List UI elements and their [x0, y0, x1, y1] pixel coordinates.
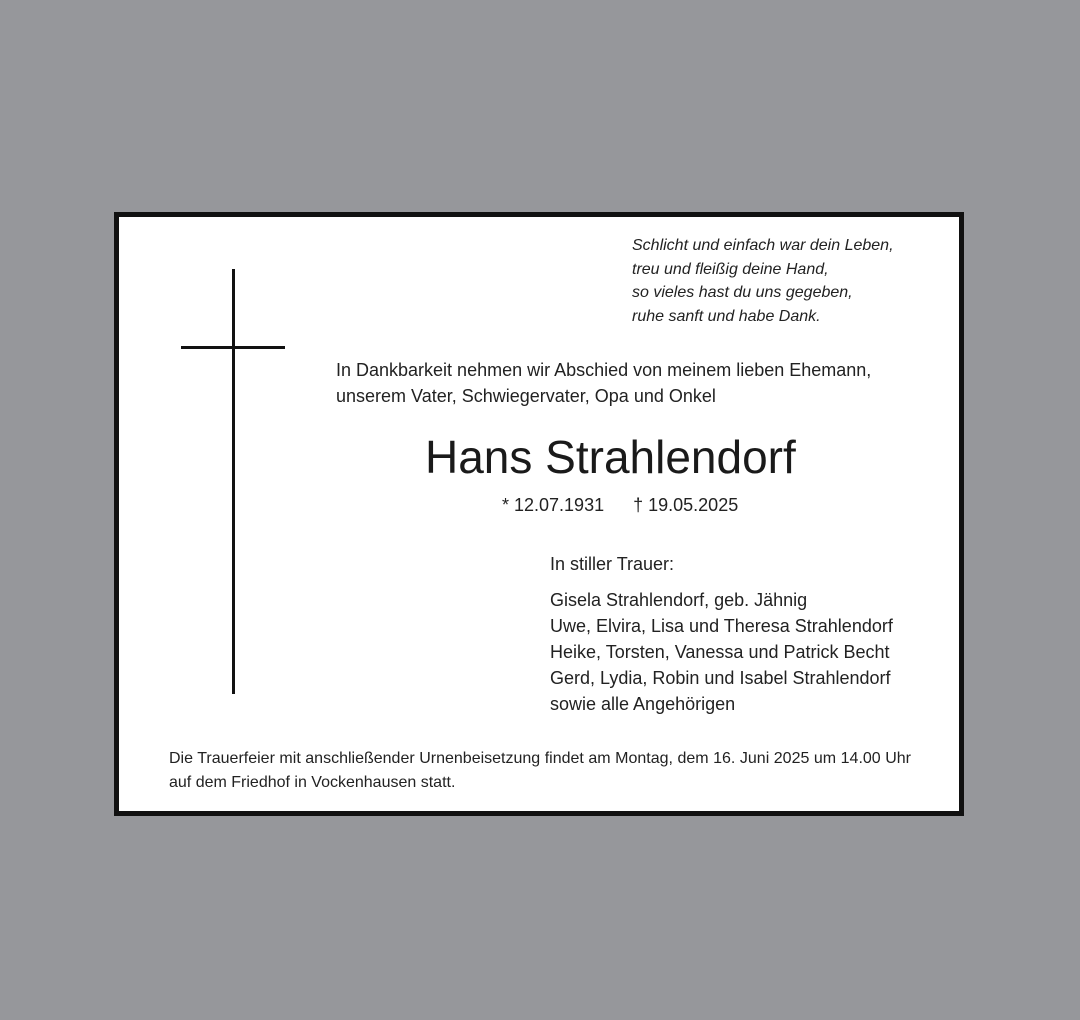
life-dates [502, 492, 738, 518]
poem-line: Schlicht und einfach war dein Leben, [632, 237, 894, 254]
birth-date: * 12.07.1931 [502, 495, 605, 515]
mourner-line: Uwe, Elvira, Lisa und Theresa Strahlendorf [550, 616, 893, 636]
obituary-card [114, 212, 964, 816]
funeral-notice: Die Trauerfeier mit anschließender Urnenbeisetzung findet am Montag, dem 16. Juni 2025 um 14.00 Uhr auf dem Friedhof in Vockenhausen statt. [169, 750, 911, 791]
intro-text [336, 357, 871, 409]
poem-line: so vieles hast du uns gegeben, [632, 284, 853, 301]
mourner-line: Heike, Torsten, Vanessa und Patrick Becht [550, 642, 890, 662]
mourner-line: Gerd, Lydia, Robin und Isabel Strahlendorf [550, 668, 891, 688]
poem-line: treu und fleißig deine Hand, [632, 260, 829, 278]
cross-horizontal-bar [181, 346, 285, 349]
mourner-line: Gisela Strahlendorf, geb. Jähnig [550, 590, 808, 610]
death-date: † 19.05.2025 [633, 495, 739, 515]
mourners-heading: In stiller Trauer: [550, 554, 675, 574]
poem-line: ruhe sanft und habe Dank. [632, 307, 821, 325]
mourner-line: sowie alle Angehörigen [550, 694, 736, 714]
intro-line: unserem Vater, Schwiegervater, Opa und Onkel [336, 386, 716, 406]
intro-line: In Dankbarkeit nehmen wir Abschied von meinem lieben Ehemann, [336, 360, 872, 380]
deceased-name: Hans Strahlendorf [425, 431, 796, 483]
cross-vertical-bar [232, 269, 235, 694]
mourners-block [550, 551, 893, 717]
mourners-list [550, 587, 893, 717]
memorial-poem [632, 234, 894, 328]
